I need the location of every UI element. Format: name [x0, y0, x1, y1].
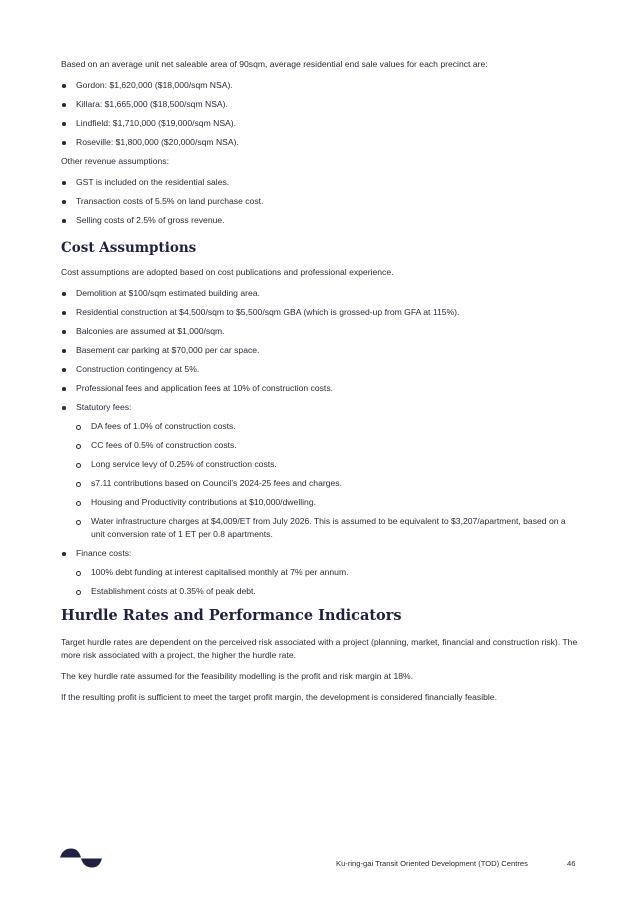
hurdle-rates-heading: Hurdle Rates and Performance Indicators — [61, 607, 402, 624]
list-item: Demolition at $100/sqm estimated building area. — [61, 287, 581, 300]
list-item: Balconies are assumed at $1,000/sqm. — [61, 325, 581, 338]
list-item: GST is included on the residential sales. — [61, 176, 581, 189]
list-item: Roseville: $1,800,000 ($20,000/sqm NSA). — [61, 136, 581, 149]
cost-intro: Cost assumptions are adopted based on cost publications and professional experience. — [61, 267, 394, 277]
list-item: Long service levy of 0.25% of construction costs. — [76, 458, 581, 471]
list-item: Lindfield: $1,710,000 ($19,000/sqm NSA). — [61, 117, 581, 130]
hurdle-paragraph: If the resulting profit is sufficient to meet the target profit margin, the development is considered financially feasible. — [61, 692, 497, 702]
list-item: Killara: $1,665,000 ($18,500/sqm NSA). — [61, 98, 581, 111]
list-item: Housing and Productivity contributions at $10,000/dwelling. — [76, 496, 581, 509]
list-item: DA fees of 1.0% of construction costs. — [76, 420, 581, 433]
other-revenue-intro: Other revenue assumptions: — [61, 156, 169, 166]
list-item: Residential construction at $4,500/sqm to $5,500/sqm GBA (which is grossed-up from GFA at 115%). — [61, 306, 581, 319]
other-revenue-list — [61, 176, 581, 227]
statutory-fees-label: Statutory fees: — [76, 402, 132, 412]
page-content — [61, 58, 581, 712]
list-item: Gordon: $1,620,000 ($18,000/sqm NSA). — [61, 79, 581, 92]
precinct-list — [61, 79, 581, 149]
list-item: Selling costs of 2.5% of gross revenue. — [61, 214, 581, 227]
list-item: Water infrastructure charges at $4,009/ET from July 2026. This is assumed to be equivalent to $3,207/apartment, based on a unit conversion rate of 1 ET per 0.8 apartments. — [76, 515, 581, 541]
list-item: Construction contingency at 5%. — [61, 363, 581, 376]
finance-costs-item — [61, 547, 581, 598]
finance-costs-label: Finance costs: — [76, 548, 132, 558]
list-item: Establishment costs at 0.35% of peak debt. — [76, 585, 581, 598]
footer-document-title: Ku-ring-gai Transit Oriented Development (TOD) Centres — [336, 859, 528, 868]
finance-costs-list — [76, 566, 581, 598]
list-item: Professional fees and application fees at 10% of construction costs. — [61, 382, 581, 395]
list-item: Transaction costs of 5.5% on land purchase cost. — [61, 195, 581, 208]
list-item: CC fees of 0.5% of construction costs. — [76, 439, 581, 452]
list-item: 100% debt funding at interest capitalised monthly at 7% per annum. — [76, 566, 581, 579]
hurdle-paragraph: The key hurdle rate assumed for the feasibility modelling is the profit and risk margin at 18%. — [61, 671, 414, 681]
revenue-intro: Based on an average unit net saleable area of 90sqm, average residential end sale values for each precinct are: — [61, 59, 488, 69]
statutory-fees-list — [76, 420, 581, 541]
cost-assumptions-heading: Cost Assumptions — [61, 240, 197, 256]
page-number: 46 — [567, 859, 576, 868]
list-item: s7.11 contributions based on Council’s 2024-25 fees and charges. — [76, 477, 581, 490]
statutory-fees-item — [61, 401, 581, 541]
list-item: Basement car parking at $70,000 per car space. — [61, 344, 581, 357]
cost-list — [61, 287, 581, 598]
wave-logo-icon — [60, 848, 102, 868]
hurdle-paragraph: Target hurdle rates are dependent on the perceived risk associated with a project (planning, market, financial and construction risk). The more risk associated with a project, the higher the hurdle rate. — [61, 637, 578, 660]
